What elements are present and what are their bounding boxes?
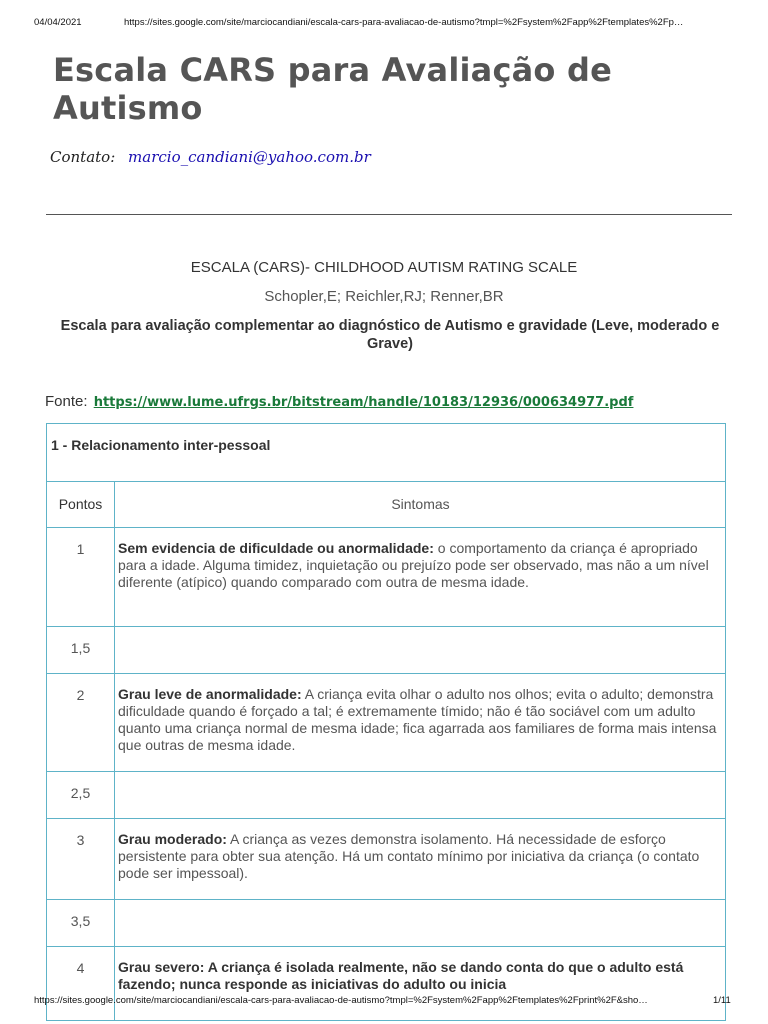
table-row [47,947,726,1021]
authors-line: Schopler,E; Reichler,RJ; Renner,BR [264,288,504,305]
table-row [47,528,726,627]
points-cell: 1 [47,528,115,627]
points-cell: 1,5 [47,627,115,674]
points-cell: 2,5 [47,772,115,819]
symptom-text: o comportamento da criança é apropriado para a idade. Alguma timidez, inquietação ou prejuízo pode ser observado, mas não a um nível diferente (atípico) quando comparado com outra de mesma idade. [118,540,709,590]
source-label: Fonte: [45,393,88,410]
source-line [45,393,633,410]
source-link[interactable]: https://www.lume.ufrgs.br/bitstream/handle/10183/12936/000634977.pdf [93,395,634,410]
symptom-text: A criança evita olhar o adulto nos olhos; evita o adulto; demonstra dificuldade quando é forçado a tal; é extremamente tímido; não é tão sociável com um adulto quanto uma criança normal de mesma idade; fica agarrada aos familiares de forma mais intensa que outras de mesma idade. [118,686,717,753]
table-row [47,819,726,900]
column-header-symptoms: Sintomas [115,482,726,528]
table-row [47,674,726,772]
symptoms-cell [115,528,726,627]
cars-table [46,423,726,1021]
symptoms-cell [115,627,726,674]
symptom-grade: Sem evidencia de dificuldade ou anormalidade: [118,540,434,556]
table-row [47,900,726,947]
print-footer-url: https://sites.google.com/site/marciocandiani/escala-cars-para-avaliacao-de-autismo?tmpl=%2Fsystem%2Fapp%2Ftemplates%2Fprint%2F&sho… [34,995,648,1006]
print-date: 04/04/2021 [34,17,82,28]
horizontal-divider [46,214,732,215]
symptoms-cell [115,947,726,1021]
symptoms-cell [115,819,726,900]
table-row [47,772,726,819]
points-cell: 4 [47,947,115,1021]
page-number: 1/11 [713,995,731,1006]
symptom-text: A criança as vezes demonstra isolamento. Há necessidade de esforço persistente para obter sua atenção. Há um contato mínimo por iniciativa da criança (o contato pode ser impessoal). [118,831,700,881]
table-header-row [47,482,726,528]
print-header-url: https://sites.google.com/site/marciocandiani/escala-cars-para-avaliacao-de-autismo?tmpl=%2Fsystem%2Fapp%2Ftemplates%2Fp… [124,17,684,28]
contact-label: Contato: [50,148,116,166]
symptom-grade: Grau leve de anormalidade: [118,686,302,702]
column-header-points: Pontos [47,482,115,528]
contact-line [50,148,371,166]
scale-heading: ESCALA (CARS)- CHILDHOOD AUTISM RATING SCALE [190,259,578,276]
scale-description: Escala para avaliação complementar ao diagnóstico de Autismo e gravidade (Leve, moderado e Grave) [60,318,720,352]
section-title: 1 - Relacionamento inter-pessoal [47,424,726,482]
symptom-grade: Grau moderado: [118,831,227,847]
table-section-header [47,424,726,482]
contact-email-link[interactable]: marcio_candiani@yahoo.com.br [128,148,371,166]
symptoms-cell [115,900,726,947]
symptoms-cell [115,772,726,819]
symptom-grade: Grau severo: [118,959,205,975]
points-cell: 2 [47,674,115,772]
points-cell: 3 [47,819,115,900]
page-title: Escala CARS para Avaliação de Autismo [53,51,612,127]
table-row [47,627,726,674]
symptoms-cell [115,674,726,772]
points-cell: 3,5 [47,900,115,947]
symptom-text: A criança é isolada realmente, não se dando conta do que o adulto está fazendo; nunca responde as iniciativas do adulto ou inicia [118,959,684,992]
